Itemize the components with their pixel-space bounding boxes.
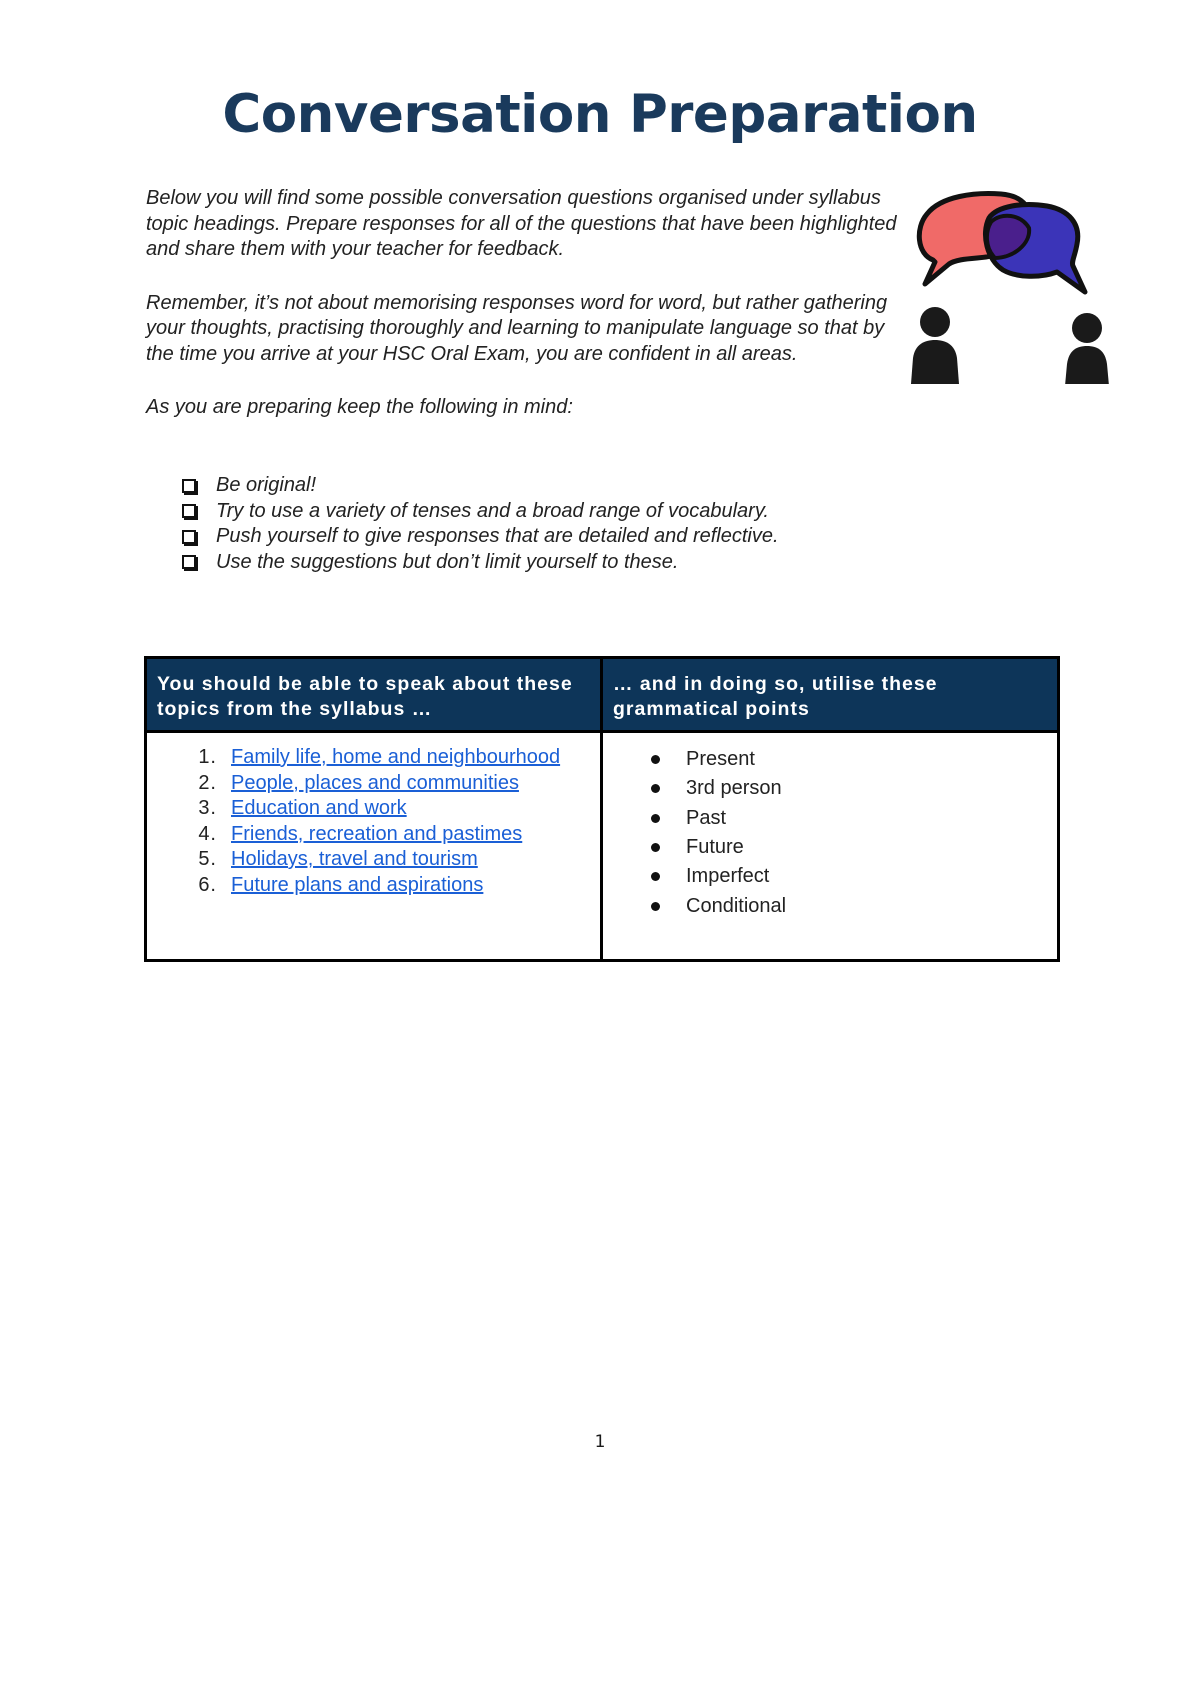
intro-text bbox=[146, 186, 906, 449]
page-title: Conversation Preparation bbox=[222, 84, 978, 145]
list-item: Present bbox=[603, 745, 1057, 774]
bullet-icon bbox=[651, 784, 660, 793]
conversation-icon bbox=[905, 188, 1115, 384]
person-left-head bbox=[920, 307, 950, 337]
list-item: 6. Future plans and aspirations bbox=[147, 873, 600, 899]
topic-link[interactable]: Holidays, travel and tourism bbox=[231, 848, 478, 870]
topic-list bbox=[147, 745, 600, 898]
table-header-grammar: … and in doing so, utilise these grammatical points bbox=[603, 659, 1057, 733]
person-left-body bbox=[911, 340, 959, 384]
checkbox-icon[interactable] bbox=[182, 504, 196, 518]
checklist-item: Use the suggestions but don’t limit yourself to these. bbox=[182, 550, 779, 576]
checklist-item: Be original! bbox=[182, 473, 779, 499]
intro-paragraph: As you are preparing keep the following in mind: bbox=[146, 396, 573, 418]
checkbox-icon[interactable] bbox=[182, 555, 196, 569]
list-item: 3rd person bbox=[603, 774, 1057, 803]
topic-link[interactable]: Education and work bbox=[231, 797, 407, 819]
list-item: Conditional bbox=[603, 891, 1057, 920]
syllabus-table bbox=[144, 656, 1060, 962]
checkbox-icon[interactable] bbox=[182, 479, 196, 493]
bullet-icon bbox=[651, 843, 660, 852]
person-right-head bbox=[1072, 313, 1102, 343]
bullet-icon bbox=[651, 872, 660, 881]
checklist-item: Try to use a variety of tenses and a broad range of vocabulary. bbox=[182, 499, 779, 525]
list-item: 3. Education and work bbox=[147, 796, 600, 822]
person-right-body bbox=[1065, 346, 1109, 384]
grammar-cell bbox=[603, 733, 1057, 959]
list-item: Past bbox=[603, 804, 1057, 833]
topic-link[interactable]: Friends, recreation and pastimes bbox=[231, 822, 523, 845]
page-number: 1 bbox=[594, 1432, 606, 1452]
bullet-icon bbox=[651, 814, 660, 823]
topics-cell bbox=[147, 733, 603, 959]
list-item: Imperfect bbox=[603, 862, 1057, 891]
checklist bbox=[182, 473, 779, 575]
bullet-icon bbox=[651, 902, 660, 911]
checkbox-icon[interactable] bbox=[182, 530, 196, 544]
table-header-topics: You should be able to speak about these topics from the syllabus … bbox=[147, 659, 603, 733]
topic-link[interactable]: Family life, home and neighbourhood bbox=[231, 746, 561, 768]
grammar-list bbox=[603, 745, 1057, 921]
topic-link[interactable]: People, places and communities bbox=[231, 771, 519, 794]
topic-link[interactable]: Future plans and aspirations bbox=[231, 873, 484, 896]
checklist-item: Push yourself to give responses that are detailed and reflective. bbox=[182, 524, 779, 550]
list-item: 5. Holidays, travel and tourism bbox=[147, 847, 600, 873]
list-item: 2. People, places and communities bbox=[147, 771, 600, 797]
list-item: Future bbox=[603, 833, 1057, 862]
list-item: 4. Friends, recreation and pastimes bbox=[147, 822, 600, 848]
list-item: 1. Family life, home and neighbourhood bbox=[147, 745, 600, 771]
bullet-icon bbox=[651, 755, 660, 764]
intro-paragraph: Remember, it’s not about memorising responses word for word, but rather gathering your thoughts, practising thoroughly and learning to manipulate language so that by the time you arrive at your HSC Oral Exam, you are confident in all areas. bbox=[146, 291, 888, 365]
intro-paragraph: Below you will find some possible conversation questions organised under syllabus topic headings. Prepare responses for all of the questions that have been highlighted and share them with your teacher for feedback. bbox=[146, 187, 897, 260]
